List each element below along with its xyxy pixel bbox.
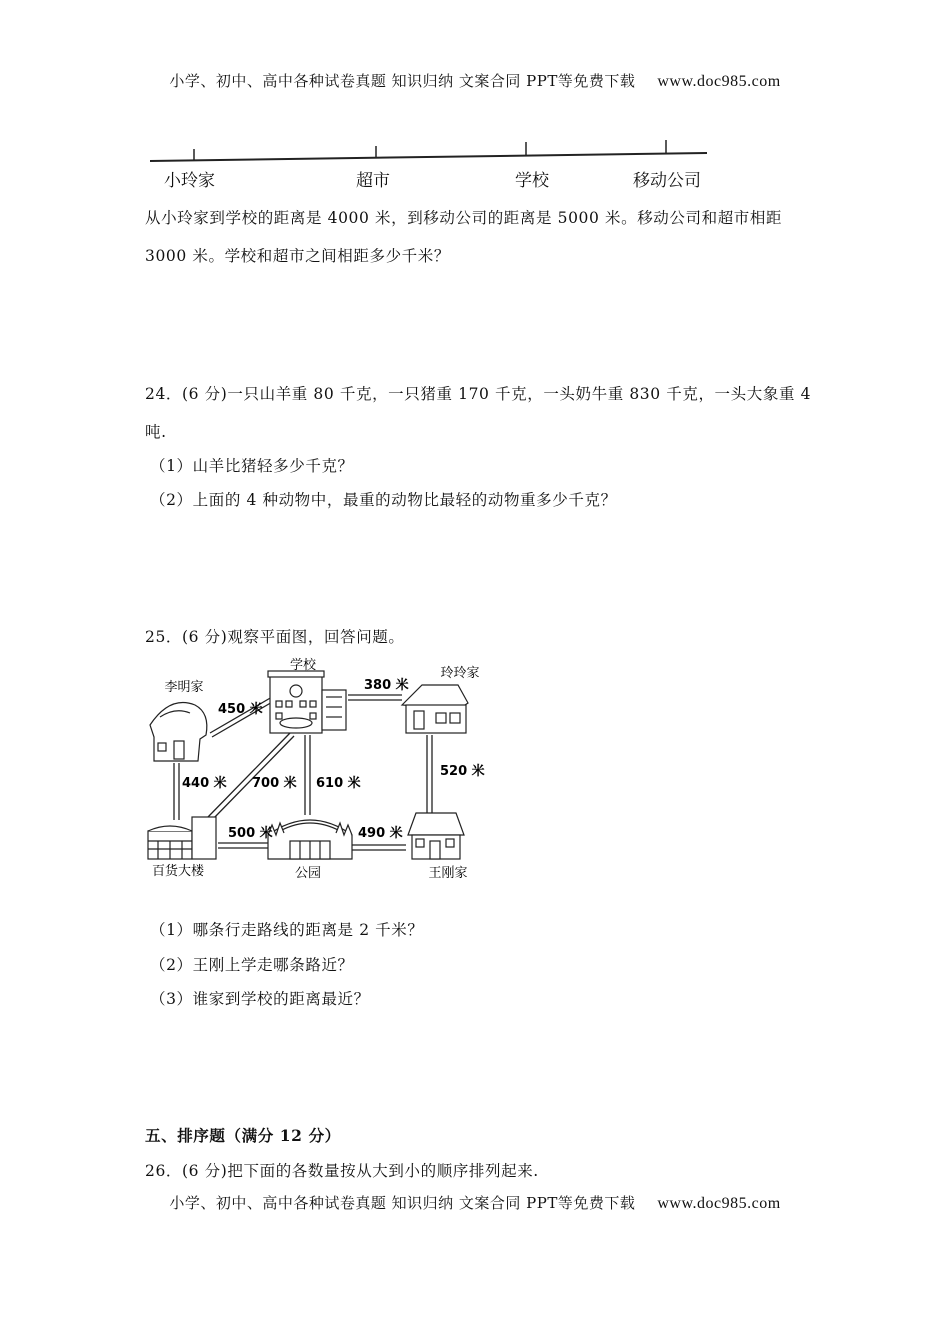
plan-map (140, 655, 500, 885)
q25-sub1: （1）哪条行走路线的距离是 2 千米？ (150, 921, 424, 939)
road-liming-store (174, 763, 179, 820)
dist-store-school: 700 米 (252, 776, 297, 791)
label-xiaoling-home: 小玲家 (164, 171, 215, 191)
page-footer (0, 1192, 950, 1213)
dist-lingling-wanggang: 520 米 (440, 764, 485, 779)
dist-store-park: 500 米 (228, 826, 273, 841)
q25-title: 25．(6 分)观察平面图，回答问题。 (145, 628, 405, 646)
road-park-school (305, 735, 310, 815)
road-lingling-wanggang (427, 735, 432, 813)
q26-text: 26．(6 分)把下面的各数量按从大到小的顺序排列起来. (145, 1162, 539, 1180)
header-text: 小学、初中、高中各种试卷真题 知识归纳 文案合同 PPT等免费下载 (169, 72, 636, 90)
footer-text: 小学、初中、高中各种试卷真题 知识归纳 文案合同 PPT等免费下载 (169, 1194, 636, 1212)
map-label-liming: 李明家 (164, 680, 204, 695)
school-building-icon (268, 671, 346, 733)
q24-sub2: （2）上面的 4 种动物中，最重的动物比最轻的动物重多少千克？ (150, 491, 617, 509)
number-line-axis (150, 153, 707, 161)
header-site: www.doc985.com (657, 73, 781, 90)
label-school: 学校 (515, 171, 549, 191)
map-label-wanggang: 王刚家 (428, 866, 468, 881)
q23-line2: 3000 米。学校和超市之间相距多少千米？ (145, 247, 450, 265)
number-line (140, 135, 720, 170)
q23-line1: 从小玲家到学校的距离是 4000 米，到移动公司的距离是 5000 米。移动公司和超市相距 (145, 209, 783, 227)
road-store-park (218, 843, 268, 848)
label-supermarket: 超市 (356, 171, 390, 191)
road-park-wanggang (352, 845, 406, 850)
q24-line1: 24．(6 分)一只山羊重 80 千克，一只猪重 170 千克，一头奶牛重 830 千克，一头大象重 4 (145, 385, 812, 403)
map-label-store: 百货大楼 (151, 864, 205, 879)
map-label-school: 学校 (289, 658, 317, 673)
lingling-house-icon (402, 685, 468, 733)
dist-liming-school: 450 米 (218, 702, 263, 717)
map-label-lingling: 玲玲家 (440, 666, 480, 681)
section5-title: 五、排序题（满分 12 分） (145, 1126, 341, 1145)
dist-liming-store: 440 米 (182, 776, 227, 791)
wanggang-house-icon (408, 813, 464, 859)
map-label-park: 公园 (294, 866, 322, 881)
page-header (0, 70, 950, 91)
q25-sub3: （3）谁家到学校的距离最近？ (150, 990, 370, 1008)
label-mobile-company: 移动公司 (633, 171, 701, 191)
road-school-lingling (348, 695, 402, 700)
dist-park-wanggang: 490 米 (358, 826, 403, 841)
dist-park-school: 610 米 (316, 776, 361, 791)
footer-site: www.doc985.com (657, 1195, 781, 1212)
q24-line2: 吨. (145, 423, 167, 441)
liming-house-icon (150, 703, 207, 762)
department-store-icon (148, 817, 216, 859)
q24-sub1: （1）山羊比猪轻多少千克？ (150, 457, 354, 475)
dist-school-lingling: 380 米 (364, 678, 409, 693)
park-icon (268, 820, 352, 859)
q25-sub2: （2）王刚上学走哪条路近？ (150, 956, 354, 974)
